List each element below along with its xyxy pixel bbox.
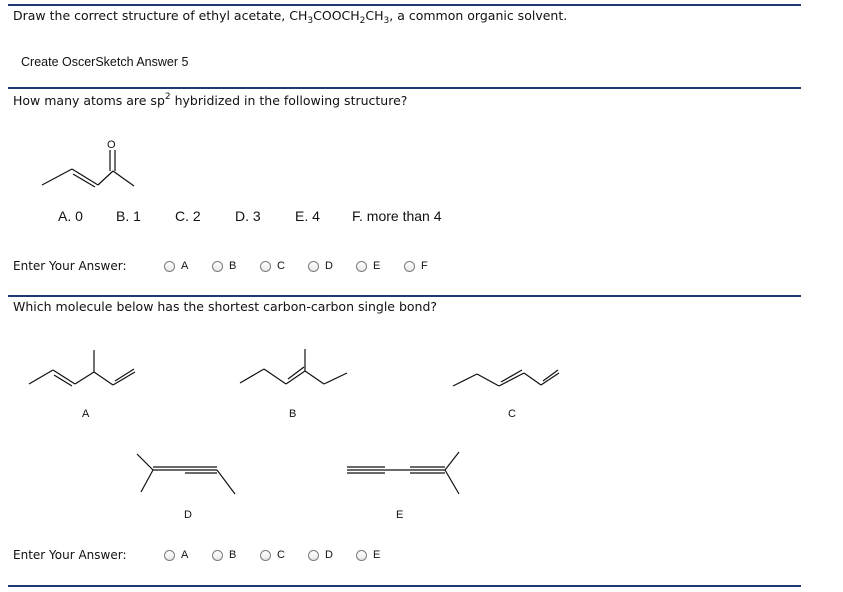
q2-structure: [36, 136, 146, 196]
radio-label: D: [325, 260, 333, 272]
q2-sup: 2: [164, 92, 171, 102]
radio-label: E: [373, 260, 381, 272]
bond: [445, 452, 459, 470]
bond-3: [98, 171, 113, 185]
radio-circle[interactable]: [260, 261, 271, 272]
radio-label: B: [229, 549, 237, 561]
q1-text-1: Draw the correct structure of ethyl acetate, CH: [13, 8, 308, 23]
choice-f: F. more than 4: [352, 208, 442, 224]
molecule-b-label: B: [289, 408, 297, 420]
molecule-e-label: E: [396, 509, 404, 521]
radio-circle[interactable]: [308, 550, 319, 561]
bond: [264, 369, 286, 384]
molecule-d: [135, 450, 245, 500]
bond: [477, 374, 499, 386]
bond: [240, 369, 264, 383]
q3-radio-b[interactable]: [212, 549, 236, 561]
q2-text-1: How many atoms are sp: [13, 93, 165, 108]
q2-radio-c[interactable]: [260, 260, 285, 272]
radio-label: C: [277, 549, 285, 561]
choice-e: E. 4: [295, 208, 320, 224]
divider-3: [8, 295, 801, 297]
q2-radio-d[interactable]: [308, 260, 333, 272]
radio-label: F: [421, 260, 428, 272]
choice-d: D. 3: [235, 208, 261, 224]
q3-radio-c[interactable]: [260, 549, 285, 561]
choice-c: C. 2: [175, 208, 201, 224]
bond: [453, 374, 477, 386]
q3-radio-e[interactable]: [356, 549, 380, 561]
create-sketch-answer-link[interactable]: Create OscerSketch Answer 5: [21, 55, 189, 69]
bond: [524, 373, 541, 385]
q2-text-2: hybridized in the following structure?: [170, 93, 408, 108]
molecule-a-label: A: [82, 408, 90, 420]
radio-circle[interactable]: [356, 550, 367, 561]
molecule-b: [238, 347, 353, 392]
choice-a: A. 0: [58, 208, 83, 224]
radio-circle[interactable]: [308, 261, 319, 272]
bond: [29, 370, 53, 384]
bond: [324, 373, 347, 384]
oxygen-label: O: [107, 139, 116, 151]
molecule-e: [345, 450, 470, 500]
bond-4: [113, 171, 134, 186]
q2-answer-label: Enter Your Answer:: [13, 259, 127, 273]
molecule-c: [451, 366, 566, 396]
choice-b: B. 1: [116, 208, 141, 224]
question-2-prompt: [13, 92, 407, 108]
radio-circle[interactable]: [212, 550, 223, 561]
radio-circle[interactable]: [164, 550, 175, 561]
bond: [217, 470, 235, 494]
bond: [141, 470, 153, 492]
q2-radio-a[interactable]: [164, 260, 188, 272]
bond: [113, 372, 135, 385]
molecule-c-label: C: [508, 408, 516, 420]
radio-circle[interactable]: [356, 261, 367, 272]
q1-text-2: COOCH: [313, 8, 360, 23]
top-divider: [8, 4, 801, 6]
bond: [305, 371, 324, 384]
radio-circle[interactable]: [260, 550, 271, 561]
q3-answer-label: Enter Your Answer:: [13, 548, 127, 562]
bond: [499, 373, 524, 386]
bond: [137, 454, 153, 470]
radio-label: A: [181, 549, 189, 561]
molecule-a: [27, 348, 137, 393]
radio-circle[interactable]: [212, 261, 223, 272]
q2-radio-e[interactable]: [356, 260, 380, 272]
bond: [94, 372, 113, 385]
radio-circle[interactable]: [164, 261, 175, 272]
bottom-divider: [8, 585, 801, 587]
bond: [75, 372, 94, 384]
bond-1: [42, 169, 72, 185]
divider-2: [8, 87, 801, 89]
radio-label: A: [181, 260, 189, 272]
question-1-prompt: [13, 8, 567, 26]
q1-text-3: CH: [365, 8, 384, 23]
q1-text-4: , a common organic solvent.: [389, 8, 568, 23]
q3-radio-d[interactable]: [308, 549, 333, 561]
q3-radio-a[interactable]: [164, 549, 188, 561]
radio-label: B: [229, 260, 237, 272]
q1-sub-2: 2: [359, 16, 366, 26]
radio-label: D: [325, 549, 333, 561]
q1-sub-1: 3: [307, 16, 314, 26]
q1-sub-3: 3: [383, 16, 390, 26]
bond-2-double: [72, 169, 98, 185]
bond-double-inner: [115, 369, 134, 381]
molecule-d-label: D: [184, 509, 192, 521]
question-3-prompt: Which molecule below has the shortest carbon-carbon single bond?: [13, 299, 438, 314]
radio-label: E: [373, 549, 381, 561]
radio-label: C: [277, 260, 285, 272]
q2-radio-f[interactable]: [404, 260, 428, 272]
bond: [445, 470, 459, 494]
bond: [541, 373, 559, 385]
q2-radio-b[interactable]: [212, 260, 236, 272]
radio-circle[interactable]: [404, 261, 415, 272]
